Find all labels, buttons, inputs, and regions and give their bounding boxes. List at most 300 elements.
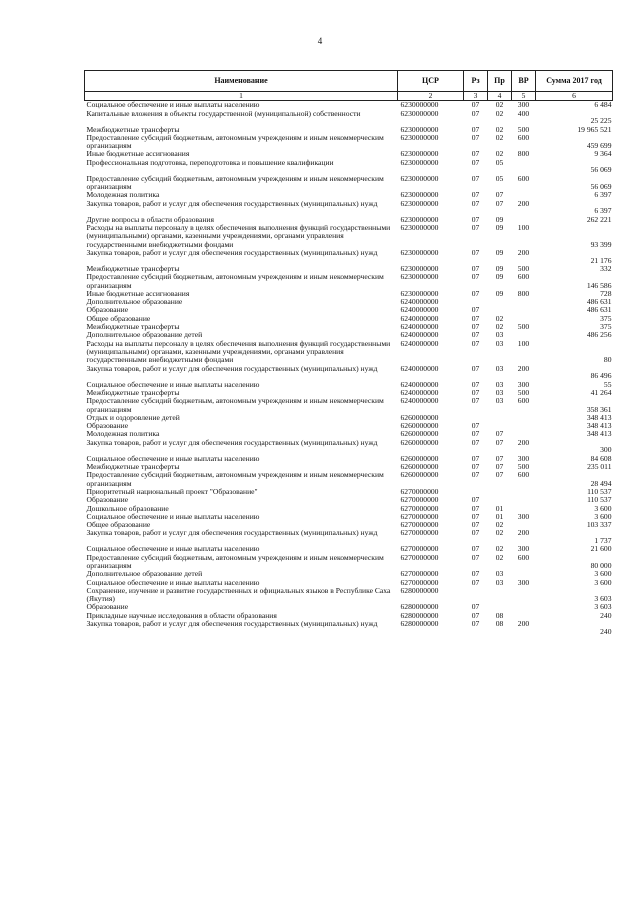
row-sum: 240 — [600, 626, 612, 636]
row-pr: 07 — [495, 471, 504, 480]
row-pr: 02 — [495, 529, 504, 538]
row-vr: 600 — [517, 553, 530, 562]
table-row — [85, 159, 613, 175]
row-pr: 05 — [495, 158, 504, 167]
row-pr: 03 — [495, 570, 504, 579]
row-csr: 6240000000 — [400, 364, 439, 373]
row-name: Межбюджетные трансферты — [86, 463, 180, 472]
row-pr: 09 — [495, 248, 504, 257]
row-pr: 03 — [495, 578, 504, 587]
row-pr: 01 — [495, 504, 504, 513]
row-vr — [512, 414, 536, 422]
row-vr: 200 — [517, 248, 530, 257]
row-vr — [512, 521, 536, 529]
row-rz: 07 — [471, 331, 480, 340]
row-pr: 07 — [495, 199, 504, 208]
row-csr: 6280000000 — [400, 611, 439, 620]
row-sum: 486 631 — [586, 306, 612, 315]
row-sum: 348 413 — [586, 422, 612, 431]
row-rz — [464, 414, 488, 422]
row-sum: 728 — [600, 289, 612, 298]
row-csr: 6260000000 — [400, 454, 439, 463]
row-name: Закупка товаров, работ и услуг для обеспечения государственных (муниципальных) нужд — [86, 620, 378, 629]
row-csr: 6240000000 — [400, 298, 439, 307]
row-name: Приоритетный национальный проект "Образование" — [86, 487, 258, 496]
row-vr: 200 — [517, 199, 530, 208]
table-row — [85, 570, 613, 578]
table-body — [85, 101, 613, 636]
row-pr: 02 — [495, 314, 504, 323]
row-csr: 6230000000 — [400, 125, 439, 134]
row-csr: 6270000000 — [400, 553, 439, 562]
column-number: 1 — [85, 92, 398, 101]
row-sum: 348 413 — [586, 430, 612, 439]
row-name: Предоставление субсидий бюджетным, автономным учреждениям и иным некоммерческим организациям — [86, 553, 384, 570]
row-rz: 07 — [471, 133, 480, 142]
row-rz: 07 — [471, 388, 480, 397]
table-row — [85, 134, 613, 151]
row-name: Молодежная политика — [86, 191, 160, 200]
row-pr: 03 — [495, 364, 504, 373]
table-row — [85, 414, 613, 422]
row-name: Предоставление субсидий бюджетным, автономным учреждениям и иным некоммерческим организациям — [86, 133, 384, 151]
row-sum: 21 600 — [590, 545, 612, 554]
table-row — [85, 273, 613, 290]
row-rz: 07 — [471, 454, 480, 463]
row-rz: 07 — [471, 471, 480, 480]
row-vr — [512, 430, 536, 438]
row-sum: 6 397 — [594, 206, 612, 216]
row-pr: 03 — [495, 397, 504, 406]
row-csr: 6280000000 — [400, 620, 439, 629]
row-vr — [512, 159, 536, 175]
table-row — [85, 488, 613, 496]
header-pr: Пр — [488, 71, 512, 92]
table-row — [85, 620, 613, 636]
row-name: Сохранение, изучение и развитие государственных и официальных языков в Республике Саха (Якутия) — [86, 586, 391, 604]
row-vr: 300 — [517, 545, 530, 554]
row-pr: 08 — [495, 611, 504, 620]
row-sum: 28 494 — [590, 478, 612, 488]
row-pr: 07 — [495, 463, 504, 472]
row-rz: 07 — [471, 364, 480, 373]
row-pr: 01 — [495, 512, 504, 521]
row-vr — [512, 298, 536, 306]
row-vr: 300 — [517, 578, 530, 587]
row-vr — [512, 587, 536, 604]
row-vr — [512, 488, 536, 496]
row-rz: 07 — [471, 125, 480, 134]
row-vr: 300 — [517, 100, 530, 110]
row-csr: 6230000000 — [400, 191, 439, 200]
row-rz: 07 — [471, 314, 480, 323]
row-rz: 07 — [471, 496, 480, 505]
row-rz: 07 — [471, 570, 480, 579]
row-csr: 6230000000 — [400, 273, 439, 282]
row-vr: 600 — [517, 471, 530, 480]
table-row — [85, 505, 613, 513]
table-row — [85, 521, 613, 529]
row-csr: 6230000000 — [400, 289, 439, 298]
row-rz: 07 — [471, 223, 480, 232]
row-csr: 6230000000 — [400, 174, 439, 183]
row-csr: 6270000000 — [400, 512, 439, 521]
row-csr: 6230000000 — [400, 133, 439, 142]
row-rz: 07 — [471, 289, 480, 298]
table-row — [85, 224, 613, 249]
row-rz: 07 — [471, 380, 480, 389]
row-pr: 02 — [495, 125, 504, 134]
row-vr: 500 — [517, 264, 530, 273]
column-number: 6 — [536, 92, 613, 101]
row-sum: 3 600 — [594, 578, 612, 587]
row-name: Отдых и оздоровление детей — [86, 413, 180, 422]
table-row — [85, 422, 613, 430]
header-csr: ЦСР — [398, 71, 464, 92]
row-pr — [488, 422, 512, 430]
row-name: Расходы на выплаты персоналу в целях обеспечения выполнения функций государственными (муниципальными) органами, казенными учреждениями, органами управления государственными внебюджетными фондами — [86, 339, 391, 365]
row-vr — [512, 422, 536, 430]
table-row — [85, 471, 613, 488]
row-csr: 6240000000 — [400, 388, 439, 397]
row-vr — [512, 216, 536, 224]
row-vr: 400 — [517, 109, 530, 118]
table-row — [85, 150, 613, 158]
row-vr — [512, 331, 536, 339]
row-csr: 6270000000 — [400, 521, 439, 530]
row-vr: 100 — [517, 223, 530, 232]
row-vr: 300 — [517, 380, 530, 389]
table-row — [85, 579, 613, 587]
row-sum: 235 011 — [587, 463, 612, 472]
row-rz: 07 — [471, 504, 480, 513]
row-sum: 486 256 — [586, 331, 612, 340]
row-rz: 07 — [471, 100, 480, 110]
table-row — [85, 101, 613, 110]
row-rz: 07 — [471, 430, 480, 439]
row-csr: 6270000000 — [400, 570, 439, 579]
row-sum: 9 364 — [594, 150, 612, 159]
row-vr: 800 — [517, 289, 530, 298]
row-pr: 07 — [495, 191, 504, 200]
table-row — [85, 455, 613, 463]
row-name: Образование — [86, 306, 129, 315]
row-sum: 110 537 — [587, 487, 612, 496]
row-sum: 41 264 — [590, 388, 612, 397]
row-sum: 262 221 — [586, 215, 612, 224]
row-pr — [488, 306, 512, 314]
row-vr: 500 — [517, 323, 530, 332]
column-number: 2 — [398, 92, 464, 101]
table-row — [85, 298, 613, 306]
table-row — [85, 249, 613, 265]
row-name: Социальное обеспечение и иные выплаты населению — [86, 578, 260, 587]
row-name: Дополнительное образование детей — [86, 331, 203, 340]
row-rz: 07 — [471, 248, 480, 257]
row-name: Предоставление субсидий бюджетным, автономным учреждениям и иным некоммерческим организациям — [86, 174, 384, 192]
row-name: Социальное обеспечение и иные выплаты населению — [86, 380, 260, 389]
row-name: Межбюджетные трансферты — [86, 388, 180, 397]
row-csr: 6260000000 — [400, 471, 439, 480]
row-rz: 07 — [471, 191, 480, 200]
row-name: Профессиональная подготовка, переподготовка и повышение квалификации — [86, 158, 334, 167]
row-csr: 6230000000 — [400, 223, 439, 232]
row-sum: 93 399 — [590, 239, 612, 249]
row-name: Общее образование — [86, 314, 151, 323]
row-vr — [512, 612, 536, 620]
table-row — [85, 331, 613, 339]
row-sum: 110 537 — [587, 496, 612, 505]
row-pr — [488, 488, 512, 496]
row-name: Капитальные вложения в объекты государственной (муниципальной) собственности — [86, 109, 361, 118]
row-sum: 348 413 — [586, 413, 612, 422]
row-sum: 25 225 — [590, 116, 612, 126]
row-pr: 02 — [495, 545, 504, 554]
table-row — [85, 463, 613, 471]
row-name: Образование — [86, 422, 129, 431]
row-sum: 56 069 — [590, 182, 612, 192]
row-rz: 07 — [471, 422, 480, 431]
row-vr: 300 — [517, 512, 530, 521]
table-row — [85, 175, 613, 192]
row-pr: 02 — [495, 100, 504, 110]
row-sum: 332 — [600, 264, 612, 273]
row-sum: 1 737 — [594, 536, 612, 546]
row-csr: 6270000000 — [400, 529, 439, 538]
row-vr: 600 — [517, 397, 530, 406]
row-vr — [512, 570, 536, 578]
row-csr: 6230000000 — [400, 215, 439, 224]
row-rz: 07 — [471, 521, 480, 530]
header-name: Наименование — [85, 71, 398, 92]
row-sum: 55 — [603, 380, 612, 389]
row-vr — [512, 603, 536, 611]
row-sum: 375 — [600, 314, 612, 323]
row-name: Дополнительное образование — [86, 298, 183, 307]
row-name: Дошкольное образование — [86, 504, 169, 513]
row-vr — [512, 306, 536, 314]
row-name: Иные бюджетные ассигнования — [86, 289, 190, 298]
row-rz: 07 — [471, 463, 480, 472]
row-name: Закупка товаров, работ и услуг для обеспечения государственных (муниципальных) нужд — [86, 364, 378, 373]
row-name: Прикладные научные исследования в области образования — [86, 611, 277, 620]
row-name: Другие вопросы в области образования — [86, 215, 214, 224]
row-csr: 6270000000 — [400, 578, 439, 587]
table-row — [85, 365, 613, 381]
header-vr: ВР — [512, 71, 536, 92]
row-pr: 09 — [495, 289, 504, 298]
row-pr: 02 — [495, 133, 504, 142]
row-csr: 6260000000 — [400, 422, 439, 431]
column-number: 5 — [512, 92, 536, 101]
row-csr: 6270000000 — [400, 496, 439, 505]
row-name: Закупка товаров, работ и услуг для обеспечения государственных (муниципальных) нужд — [86, 529, 378, 538]
row-name: Социальное обеспечение и иные выплаты населению — [86, 512, 260, 521]
row-name: Социальное обеспечение и иные выплаты населению — [86, 454, 260, 463]
row-csr: 6280000000 — [400, 586, 439, 595]
row-pr: 07 — [495, 438, 504, 447]
table-row — [85, 612, 613, 620]
table-row — [85, 397, 613, 414]
row-rz: 07 — [471, 174, 480, 183]
row-rz: 07 — [471, 578, 480, 587]
row-name: Межбюджетные трансферты — [86, 264, 180, 273]
row-csr: 6240000000 — [400, 339, 439, 348]
row-name: Межбюджетные трансферты — [86, 323, 180, 332]
row-sum: 300 — [600, 445, 612, 455]
header-rz: Рз — [464, 71, 488, 92]
row-rz: 07 — [471, 512, 480, 521]
row-csr: 6240000000 — [400, 331, 439, 340]
row-csr: 6230000000 — [400, 248, 439, 257]
row-csr: 6260000000 — [400, 430, 439, 439]
row-sum: 6 397 — [594, 191, 612, 200]
row-rz: 07 — [471, 109, 480, 118]
table-row — [85, 439, 613, 455]
row-csr: 6270000000 — [400, 487, 439, 496]
row-rz: 07 — [471, 339, 480, 348]
table-row — [85, 603, 613, 611]
row-name: Предоставление субсидий бюджетным, автономным учреждениям и иным некоммерческим организациям — [86, 397, 384, 414]
row-name: Закупка товаров, работ и услуг для обеспечения государственных (муниципальных) нужд — [86, 438, 378, 447]
row-pr: 02 — [495, 521, 504, 530]
row-rz: 07 — [471, 553, 480, 562]
row-vr — [512, 191, 536, 199]
table-row — [85, 315, 613, 323]
row-vr: 200 — [517, 529, 530, 538]
row-vr: 600 — [517, 133, 530, 142]
row-sum: 459 699 — [586, 141, 612, 151]
row-sum: 80 000 — [590, 560, 612, 570]
row-rz — [464, 298, 488, 306]
row-pr: 03 — [495, 380, 504, 389]
table-row — [85, 389, 613, 397]
header-sum: Сумма 2017 год — [536, 71, 613, 92]
row-csr: 6240000000 — [400, 314, 439, 323]
table-row — [85, 216, 613, 224]
row-rz: 07 — [471, 397, 480, 406]
row-rz: 07 — [471, 323, 480, 332]
table-header — [85, 71, 613, 101]
row-name: Межбюджетные трансферты — [86, 125, 180, 134]
row-csr: 6230000000 — [400, 150, 439, 159]
row-sum: 486 631 — [586, 298, 612, 307]
row-rz: 07 — [471, 529, 480, 538]
row-rz: 07 — [471, 603, 480, 612]
row-sum: 6 484 — [594, 100, 612, 110]
row-sum: 3 603 — [594, 603, 612, 612]
table-row — [85, 265, 613, 273]
row-pr — [488, 298, 512, 306]
row-csr: 6240000000 — [400, 323, 439, 332]
table-row — [85, 529, 613, 545]
row-pr: 02 — [495, 323, 504, 332]
row-pr: 09 — [495, 273, 504, 282]
row-vr: 200 — [517, 438, 530, 447]
budget-table — [84, 70, 613, 636]
row-vr: 300 — [517, 454, 530, 463]
row-rz: 07 — [471, 545, 480, 554]
row-sum: 3 600 — [594, 504, 612, 513]
row-name: Предоставление субсидий бюджетным, автономным учреждениям и иным некоммерческим организациям — [86, 273, 384, 290]
table-row — [85, 110, 613, 126]
row-csr: 6260000000 — [400, 413, 439, 422]
row-pr: 07 — [495, 454, 504, 463]
row-pr — [488, 603, 512, 611]
row-sum: 375 — [600, 323, 612, 332]
row-csr: 6230000000 — [400, 199, 439, 208]
row-sum: 80 — [603, 355, 612, 365]
row-pr: 03 — [495, 339, 504, 348]
row-sum: 3 600 — [594, 570, 612, 579]
row-csr: 6230000000 — [400, 264, 439, 273]
row-name: Социальное обеспечение и иные выплаты населению — [86, 545, 260, 554]
row-name: Молодежная политика — [86, 430, 160, 439]
row-csr: 6230000000 — [400, 100, 439, 110]
row-sum: 19 965 521 — [577, 125, 612, 134]
table-row — [85, 290, 613, 298]
row-pr — [488, 414, 512, 422]
row-sum: 21 176 — [590, 255, 612, 265]
row-csr: 6240000000 — [400, 306, 439, 315]
row-name: Образование — [86, 603, 129, 612]
table-row — [85, 496, 613, 504]
row-vr: 500 — [517, 388, 530, 397]
table-row — [85, 200, 613, 216]
row-name: Расходы на выплаты персоналу в целях обеспечения выполнения функций государственными (муниципальными) органами, казенными учреждениями, органами управления государственными внебюджетными фондами — [86, 223, 391, 249]
row-name: Закупка товаров, работ и услуг для обеспечения государственных (муниципальных) нужд — [86, 199, 378, 208]
row-pr: 02 — [495, 553, 504, 562]
row-sum: 84 608 — [590, 454, 612, 463]
row-vr: 800 — [517, 150, 530, 159]
row-pr: 05 — [495, 174, 504, 183]
row-sum: 86 496 — [590, 371, 612, 381]
table-row — [85, 126, 613, 134]
table-row — [85, 191, 613, 199]
row-csr: 6280000000 — [400, 603, 439, 612]
table-row — [85, 306, 613, 314]
row-vr — [512, 315, 536, 323]
table-row — [85, 381, 613, 389]
row-rz: 07 — [471, 150, 480, 159]
table-row — [85, 513, 613, 521]
row-name: Общее образование — [86, 521, 151, 530]
row-pr: 09 — [495, 264, 504, 273]
row-sum: 146 586 — [586, 280, 612, 290]
row-name: Образование — [86, 496, 129, 505]
row-vr: 100 — [517, 339, 530, 348]
row-pr: 07 — [495, 430, 504, 439]
row-pr — [488, 587, 512, 604]
row-name: Иные бюджетные ассигнования — [86, 150, 190, 159]
row-sum: 240 — [600, 611, 612, 620]
row-vr: 200 — [517, 364, 530, 373]
row-rz — [464, 587, 488, 604]
row-vr: 600 — [517, 273, 530, 282]
row-csr: 6230000000 — [400, 158, 439, 167]
row-rz: 07 — [471, 199, 480, 208]
column-number: 4 — [488, 92, 512, 101]
row-csr: 6260000000 — [400, 463, 439, 472]
row-name: Дополнительное образование детей — [86, 570, 203, 579]
row-rz: 07 — [471, 273, 480, 282]
row-pr: 09 — [495, 215, 504, 224]
row-pr: 08 — [495, 620, 504, 629]
table-row — [85, 323, 613, 331]
row-name: Социальное обеспечение и иные выплаты населению — [86, 100, 260, 110]
row-pr: 09 — [495, 223, 504, 232]
row-csr: 6260000000 — [400, 438, 439, 447]
